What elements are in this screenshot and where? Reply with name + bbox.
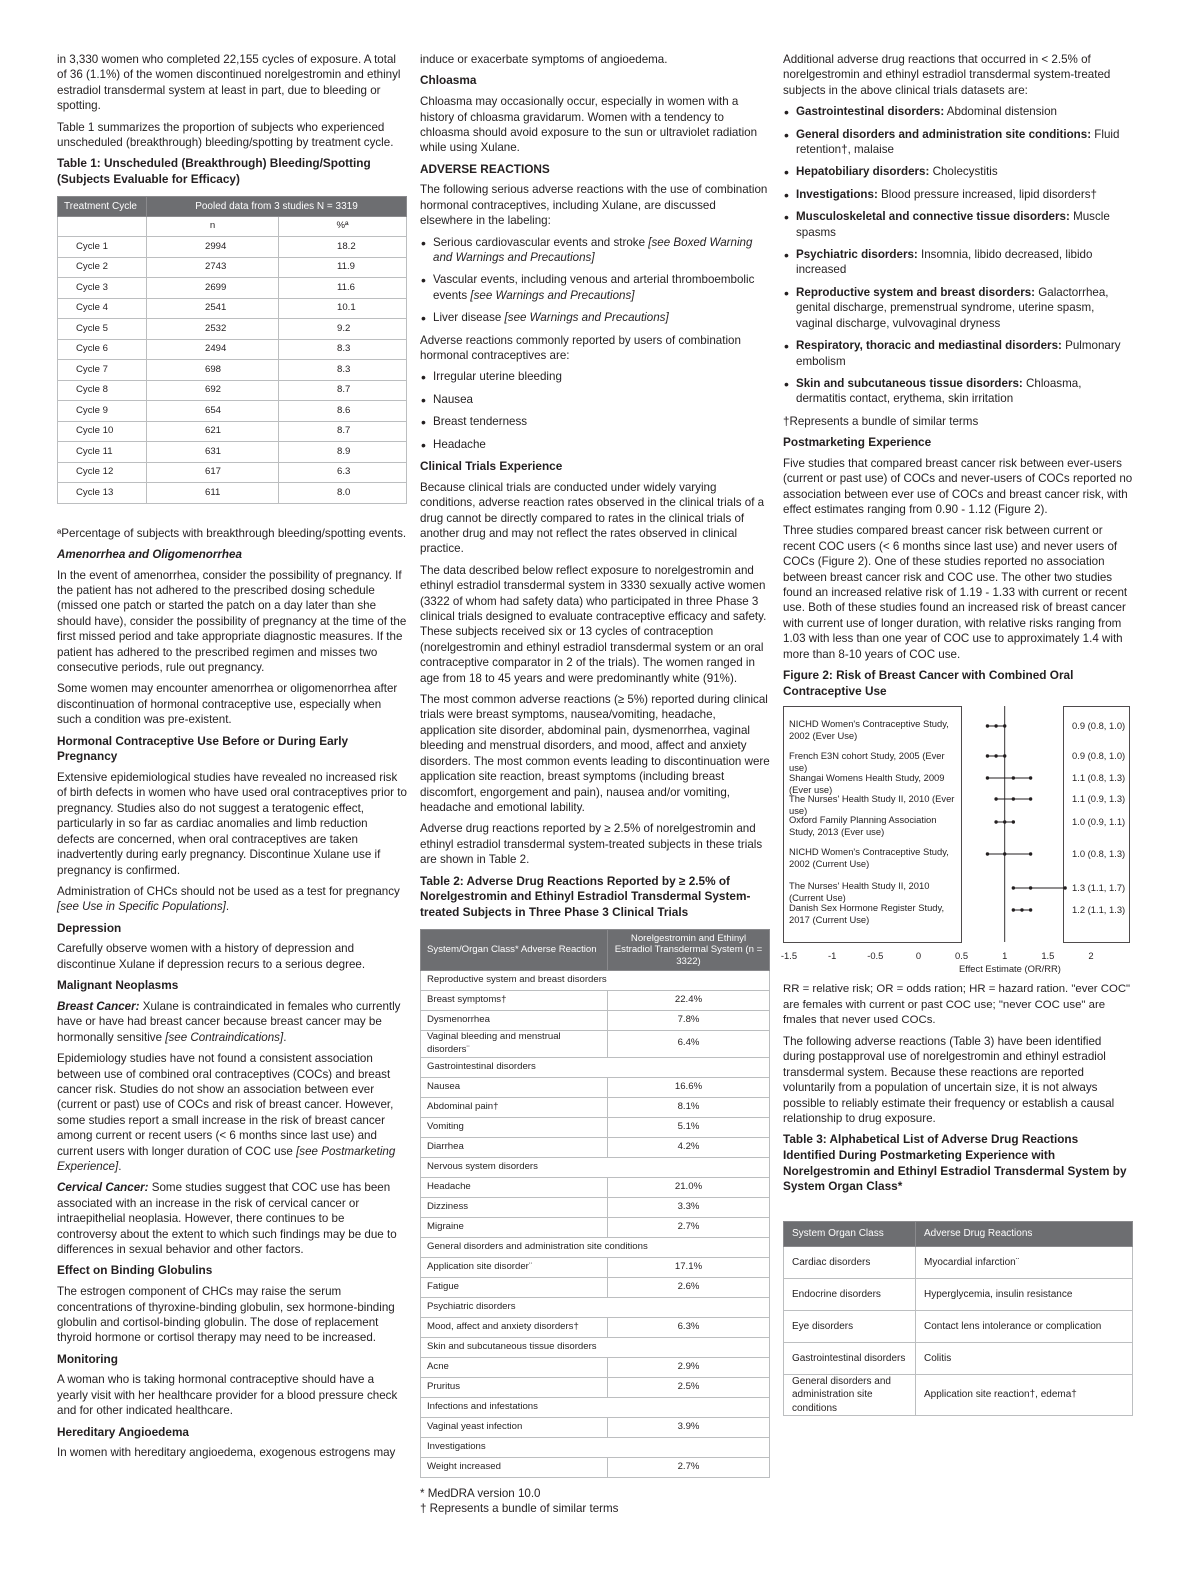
table2-head-soc: System/Organ Class* Adverse Reaction: [421, 929, 608, 971]
n-cell: 2494: [147, 339, 279, 360]
estimate-point: [986, 725, 989, 728]
paragraph: [57, 999, 407, 1045]
item-label: Investigations:: [796, 187, 878, 201]
table1-head-cycle: Treatment Cycle: [58, 196, 147, 216]
table3-row: [784, 1311, 1133, 1343]
study-value: 1.1 (0.9, 1.3): [1072, 793, 1126, 805]
category-cell: General disorders and administration site conditions: [421, 1237, 770, 1257]
estimate-point: [1029, 798, 1032, 801]
paragraph: Three studies compared breast cancer risk between current or recent COC users (< 6 months since last use) and never users of COCs (Figure 2). One of these studies reported no association between breast cancer risk and COC use. The other two studies found an increased relative risk of 1.19 - 1.33 with current or recent use. Both of these studies found an increased risk of breast cancer with current use of longer duration, with relative risks ranging from 1.03 with less than one year of COC use to approximately 1.4 with more than 8-10 years of COC use.: [783, 524, 1128, 661]
table2-row: [421, 1297, 770, 1317]
study-value: 1.0 (0.8, 1.3): [1072, 848, 1126, 860]
table2-row: [421, 1237, 770, 1257]
table3-row: [784, 1247, 1133, 1279]
estimate-point: [986, 777, 989, 780]
table2-row: [421, 1137, 770, 1157]
text: Some studies suggest that COC use has been associated with an increase in the risk of cervical cancer or intraepithelial neoplasia. However, there continues to be controversy about the extent to which such findings may be due to differences in sexual behavior and other factors.: [57, 1181, 397, 1256]
list-item: [783, 209, 1133, 240]
list-item: [783, 338, 1133, 369]
text: .: [283, 1030, 287, 1044]
paragraph: induce or exacerbate symptoms of angioedema.: [420, 53, 668, 66]
text: Epidemiology studies have not found a consistent association between use of combined oral contraceptives (COCs) and breast cancer risk. Studies do not show an association between ever (current or past) use of COCs and risk of breast cancer. However, some studies report a small increase in the risk of breast cancer among current or recent users (< 6 months since last use) and current users with longer duration of COC use: [57, 1052, 394, 1158]
table1-row: [58, 319, 407, 340]
table2-row: [421, 1157, 770, 1177]
n-cell: 2743: [147, 257, 279, 278]
study-label: NICHD Women's Contraceptive Study, 2002 (Ever Use): [789, 718, 949, 741]
pct-cell: 8.3: [279, 360, 407, 381]
table2-row: [421, 1397, 770, 1417]
table2-row: [421, 1437, 770, 1457]
estimate-point: [1012, 821, 1015, 824]
table2-row: [421, 1377, 770, 1397]
inline-heading: Cervical Cancer:: [57, 1181, 149, 1195]
n-cell: 2532: [147, 319, 279, 340]
table2: [420, 929, 770, 1478]
table2-row: [421, 1057, 770, 1077]
item-label: Hepatobiliary disorders:: [796, 165, 930, 179]
list-item: • Nausea: [420, 392, 770, 407]
list-item: [783, 247, 1133, 278]
text: Liver disease: [433, 311, 505, 325]
reaction-cell: Dysmenorrhea: [421, 1011, 608, 1031]
reaction-cell: Mood, affect and anxiety disorders†: [421, 1317, 608, 1337]
table2-row: [421, 1337, 770, 1357]
text: .: [225, 900, 230, 914]
pct-cell: 8.0: [279, 483, 407, 504]
additional-reactions-list: [783, 104, 1133, 407]
common-reactions-list: [420, 369, 770, 452]
category-cell: Skin and subcutaneous tissue disorders: [421, 1337, 770, 1357]
heading-monitoring: Monitoring: [57, 1351, 118, 1366]
list-item: [783, 104, 1133, 119]
cycle-cell: Cycle 1: [58, 237, 147, 258]
value-cell: 3.9%: [608, 1417, 770, 1437]
table2-row: [421, 1177, 770, 1197]
pct-cell: 8.7: [279, 421, 407, 442]
pct-cell: 8.7: [279, 380, 407, 401]
value-cell: 22.4%: [608, 991, 770, 1011]
soc-cell: Gastrointestinal disorders: [784, 1343, 916, 1375]
table2-row: [421, 1197, 770, 1217]
category-cell: Gastrointestinal disorders: [421, 1057, 770, 1077]
table1-row: [58, 360, 407, 381]
x-tick-label: -1.5: [780, 950, 798, 962]
table2-row: [421, 1011, 770, 1031]
table3-head-soc: System Organ Class: [784, 1222, 916, 1247]
heading-adverse-reactions: ADVERSE REACTIONS: [420, 161, 550, 176]
value-cell: 5.1%: [608, 1117, 770, 1137]
cross-reference: [see Boxed Warning and Warnings and Precautions]: [433, 235, 753, 265]
heading-amenorrhea: Amenorrhea and Oligomenorrhea: [57, 548, 242, 562]
reaction-cell: Pruritus: [421, 1377, 608, 1397]
value-cell: 6.3%: [608, 1317, 770, 1337]
table1-sub-pct: %ª: [279, 216, 407, 237]
category-cell: Psychiatric disorders: [421, 1297, 770, 1317]
heading-angioedema: Hereditary Angioedema: [57, 1424, 189, 1439]
paragraph: [57, 884, 407, 915]
estimate-point: [1029, 777, 1032, 780]
reaction-cell: Vaginal yeast infection: [421, 1417, 608, 1437]
n-cell: 698: [147, 360, 279, 381]
forest-plot-svg: [780, 704, 1133, 974]
estimate-point: [1029, 909, 1032, 912]
estimate-point: [986, 853, 989, 856]
table2-footnote: † Represents a bundle of similar terms: [420, 1502, 619, 1515]
table2-row: [421, 1117, 770, 1137]
table1-row: [58, 483, 407, 504]
serious-reactions-list: [420, 235, 770, 326]
study-label: Danish Sex Hormone Register Study, 2017 (Current Use): [789, 902, 945, 925]
adr-cell: Contact lens intolerance or complication: [916, 1311, 1133, 1343]
soc-cell: Eye disorders: [784, 1311, 916, 1343]
list-item: [420, 272, 770, 303]
table1-row: [58, 257, 407, 278]
list-item: [783, 127, 1133, 158]
pct-cell: 8.6: [279, 401, 407, 422]
reaction-cell: Abdominal pain†: [421, 1097, 608, 1117]
table2-row: [421, 991, 770, 1011]
soc-cell: General disorders and administration site conditions: [784, 1375, 916, 1416]
cross-reference: [see Postmarketing Experience]: [57, 1144, 396, 1173]
table3-head-adr: Adverse Drug Reactions: [916, 1222, 1133, 1247]
paragraph: The estrogen component of CHCs may raise the serum concentrations of thyroxine-binding globulin, sex hormone-binding globulin and cortisol-binding globulin. The dose of replacement thyroid hormone or cortisol therapy may need to be increased.: [57, 1285, 395, 1345]
cycle-cell: Cycle 12: [58, 462, 147, 483]
value-cell: 3.3%: [608, 1197, 770, 1217]
table1-row: [58, 442, 407, 463]
value-cell: 2.7%: [608, 1217, 770, 1237]
table2-row: [421, 1417, 770, 1437]
item-label: Musculoskeletal and connective tissue disorders:: [796, 210, 1070, 224]
inline-heading: Breast Cancer:: [57, 999, 140, 1013]
pct-cell: 8.9: [279, 442, 407, 463]
n-cell: 692: [147, 380, 279, 401]
item-text: Chloasma, dermatitis contact, erythema, skin irritation: [796, 376, 1082, 406]
x-tick-label: 2: [1088, 950, 1094, 962]
study-label: The Nurses' Health Study II, 2010 (Current Use): [789, 880, 930, 903]
study-label: The Nurses' Health Study II, 2010 (Ever use): [789, 793, 955, 816]
table1-footnote: ªPercentage of subjects with breakthrough bleeding/spotting events.: [57, 526, 407, 540]
n-cell: 2541: [147, 298, 279, 319]
table2-row: [421, 1097, 770, 1117]
estimate-point: [994, 821, 997, 824]
paragraph: A woman who is taking hormonal contraceptive should have a yearly visit with her healthcare provider for a blood pressure check and for other indicated healthcare.: [57, 1373, 398, 1418]
n-cell: 631: [147, 442, 279, 463]
paragraph: RR = relative risk; OR = odds ration; HR = hazard ration. "ever COC" are females with current or past COC use; "never COC use" are fmales that never used COCs.: [783, 983, 1131, 1026]
estimate-point: [994, 725, 997, 728]
item-text: Pulmonary embolism: [796, 339, 1121, 368]
category-cell: Nervous system disorders: [421, 1157, 770, 1177]
pct-cell: 11.6: [279, 278, 407, 299]
paragraph: Additional adverse drug reactions that occurred in < 2.5% of norelgestromin and ethinyl estradiol transdermal system-treated subjects in the above clinical trials datasets are:: [783, 53, 1111, 97]
table2-footnote: * MedDRA version 10.0: [420, 1486, 541, 1500]
reaction-cell: Application site disorder¨: [421, 1257, 608, 1277]
table2-body: [421, 971, 770, 1478]
text: Vascular events, including venous and arterial thromboembolic events: [433, 273, 755, 302]
table3-row: [784, 1375, 1133, 1416]
paragraph: The following serious adverse reactions with the use of combination hormonal contraceptives, including Xulane, are discussed elsewhere in the labeling:: [420, 183, 768, 228]
table2-row: [421, 971, 770, 991]
item-text: Muscle spasms: [796, 210, 1110, 239]
adr-cell: Hyperglycemia, insulin resistance: [916, 1279, 1133, 1311]
item-label: Reproductive system and breast disorders:: [796, 285, 1036, 299]
estimate-point: [1012, 909, 1015, 912]
reaction-cell: Headache: [421, 1177, 608, 1197]
reaction-cell: Acne: [421, 1357, 608, 1377]
paragraph: Five studies that compared breast cancer risk between ever-users (current or past use) of COCs and never-users of COCs reported no association between ever use of COCs and breast cancer risk, with effect estimates ranging from 0.90 - 1.12 (Figure 2).: [783, 456, 1133, 517]
paragraph: The following adverse reactions (Table 3) have been identified during postapproval use of norelgestromin and ethinyl estradiol transdermal system. Because these reactions are reported voluntarily from a population of uncertain size, it is not always possible to reliably estimate their frequency or establish a causal relationship to drug exposure.: [783, 1034, 1115, 1125]
cycle-cell: Cycle 8: [58, 380, 147, 401]
estimate-point: [994, 755, 997, 758]
heading-depression: Depression: [57, 920, 122, 935]
heading-clinical-trials: Clinical Trials Experience: [420, 459, 563, 474]
x-tick-label: 0.5: [955, 950, 969, 962]
item-label: Gastrointestinal disorders:: [796, 105, 945, 119]
value-cell: 2.6%: [608, 1277, 770, 1297]
cycle-cell: Cycle 3: [58, 278, 147, 299]
paragraph: Table 1 summarizes the proportion of subjects who experienced unscheduled (breakthrough) bleeding/spotting by treatment cycle.: [57, 120, 394, 150]
cross-reference: [see Use in Specific Populations]: [57, 900, 226, 914]
soc-cell: Cardiac disorders: [784, 1247, 916, 1279]
study-label: French E3N cohort Study, 2005 (Ever use): [789, 750, 945, 773]
column-1: [57, 52, 407, 1467]
list-item: [420, 310, 770, 325]
heading-binding: Effect on Binding Globulins: [57, 1263, 213, 1278]
cycle-cell: Cycle 6: [58, 339, 147, 360]
estimate-point: [1012, 798, 1015, 801]
value-cell: 21.0%: [608, 1177, 770, 1197]
paragraph: The data described below reflect exposure to norelgestromin and ethinyl estradiol transdermal system in 3330 sexually active women (3322 of whom had safety data) who participated in three Phase 3 clinical trials designed to evaluate contraceptive efficacy and safety. These subjects received six or 13 cycles of contraception (norelgestromin and ethinyl estradiol transdermal system or an oral contraceptive comparator in 2 of the trials). The women ranged in age from 18 to 45 years and were predominantly white (91%).: [420, 563, 767, 685]
pct-cell: 9.2: [279, 319, 407, 340]
cycle-cell: Cycle 10: [58, 421, 147, 442]
value-cell: 7.8%: [608, 1011, 770, 1031]
table1-row: [58, 380, 407, 401]
table2-row: [421, 1357, 770, 1377]
list-item: • Irregular uterine bleeding: [420, 369, 770, 384]
study-value: 1.3 (1.1, 1.7): [1072, 882, 1126, 894]
estimate-point: [1012, 777, 1015, 780]
table1: [57, 196, 407, 504]
reaction-cell: Dizziness: [421, 1197, 608, 1217]
table1-body: [58, 216, 407, 503]
paragraph: Adverse drug reactions reported by ≥ 2.5% of norelgestromin and ethinyl estradiol transdermal system-treated subjects in these trials are shown in Table 2.: [420, 822, 763, 867]
pct-cell: 18.2: [279, 237, 407, 258]
footnote: †Represents a bundle of similar terms: [783, 414, 979, 428]
table2-row: [421, 1031, 770, 1058]
estimate-point: [994, 798, 997, 801]
cycle-cell: Cycle 9: [58, 401, 147, 422]
table3-row: [784, 1343, 1133, 1375]
list-item: • Headache: [420, 437, 770, 452]
estimate-point: [1029, 853, 1032, 856]
figure2-title: Figure 2: Risk of Breast Cancer with Combined Oral Contraceptive Use: [783, 668, 1074, 698]
column-3: [780, 52, 1133, 1416]
x-axis-label: Effect Estimate (OR/RR): [959, 963, 1061, 975]
heading-chloasma: Chloasma: [420, 73, 477, 88]
value-cell: 2.7%: [608, 1457, 770, 1477]
list-item: [783, 285, 1133, 331]
x-tick-label: -0.5: [867, 950, 884, 962]
pct-cell: 10.1: [279, 298, 407, 319]
table1-empty-cell: [58, 216, 147, 237]
value-cell: 6.4%: [608, 1031, 770, 1058]
estimate-point: [1029, 887, 1032, 890]
table2-title: Table 2: Adverse Drug Reactions Reported by ≥ 2.5% of Norelgestromin and Ethinyl Estradiol Transdermal System-treated Subjects in Three Phase 3 Clinical Trials: [420, 873, 751, 919]
table2-head-value: Norelgestromin and Ethinyl Estradiol Transdermal System (n = 3322): [608, 929, 770, 971]
cycle-cell: Cycle 7: [58, 360, 147, 381]
reaction-cell: Vaginal bleeding and menstrual disorders¨: [421, 1031, 608, 1058]
paragraph: Adverse reactions commonly reported by users of combination hormonal contraceptives are:: [420, 333, 741, 363]
x-tick-label: -1: [827, 950, 837, 962]
estimate-point: [1020, 909, 1023, 912]
heading-pregnancy: Hormonal Contraceptive Use Before or During Early Pregnancy: [57, 733, 349, 764]
table1-row: [58, 421, 407, 442]
table3-title: Table 3: Alphabetical List of Adverse Drug Reactions Identified During Postmarketing Experience with Norelgestromin and Ethinyl Estradiol Transdermal System by System Organ Class*: [783, 1132, 1127, 1194]
cycle-cell: Cycle 2: [58, 257, 147, 278]
table2-row: [421, 1257, 770, 1277]
paragraph: In women with hereditary angioedema, exogenous estrogens may: [57, 1446, 396, 1460]
table1-row: [58, 339, 407, 360]
item-label: Respiratory, thoracic and mediastinal disorders:: [796, 339, 1062, 353]
estimate-point: [1012, 887, 1015, 890]
adr-cell: Myocardial infarction¨: [916, 1247, 1133, 1279]
paragraph: [57, 1180, 407, 1257]
text: Serious cardiovascular events and stroke: [433, 235, 649, 249]
item-text: Fluid retention†, malaise: [796, 127, 1120, 157]
table3-row: [784, 1279, 1133, 1311]
cycle-cell: Cycle 13: [58, 483, 147, 504]
item-label: General disorders and administration site conditions:: [796, 127, 1092, 141]
value-cell: 17.1%: [608, 1257, 770, 1277]
paragraph: in 3,330 women who completed 22,155 cycles of exposure. A total of 36 (1.1%) of the women discontinued norelgestromin and ethinyl estradiol transdermal system at least in part, due to bleeding or spotting.: [57, 53, 401, 113]
pct-cell: 11.9: [279, 257, 407, 278]
text: Xulane is contraindicated in females who currently have or have had breast cancer because breast cancer may be hormonally sensitive: [57, 999, 401, 1044]
paragraph: Chloasma may occasionally occur, especially in women with a history of chloasma gravidarum. Women with a tendency to chloasma should avoid exposure to the sun or ultraviolet radiation while using Xulane.: [420, 95, 758, 155]
table2-row: [421, 1277, 770, 1297]
table1-sub-n: n: [147, 216, 279, 237]
study-value: 0.9 (0.8, 1.0): [1072, 720, 1126, 732]
table1-row: [58, 401, 407, 422]
table2-row: [421, 1217, 770, 1237]
table3: [783, 1221, 1133, 1416]
item-text: Galactorrhea, genital discharge, premenstrual syndrome, uterine spasm, vaginal discharge, vulvovaginal dryness: [796, 285, 1109, 330]
n-cell: 654: [147, 401, 279, 422]
category-cell: Investigations: [421, 1437, 770, 1457]
item-text: Insomnia, libido decreased, libido increased: [796, 248, 1093, 277]
item-label: Skin and subcutaneous tissue disorders:: [796, 376, 1023, 390]
adr-cell: Application site reaction†, edema†: [916, 1375, 1133, 1416]
paragraph: Extensive epidemiological studies have revealed no increased risk of birth defects in women who have used oral contraceptives prior to pregnancy. Studies also do not suggest a teratogenic effect, particularly in so far as cardiac anomalies and limb reduction defects are concerned, when oral contraceptives are taken inadvertently during early pregnancy. Discontinue Xulane use if pregnancy is confirmed.: [57, 771, 407, 877]
list-item: [783, 376, 1133, 407]
study-value: 1.1 (0.8, 1.3): [1072, 772, 1126, 784]
value-cell: 2.5%: [608, 1377, 770, 1397]
table2-row: [421, 1077, 770, 1097]
heading-postmarketing: Postmarketing Experience: [783, 435, 932, 450]
forest-plot: [780, 704, 1133, 975]
table1-row: [58, 298, 407, 319]
reaction-cell: Diarrhea: [421, 1137, 608, 1157]
text: Administration of CHCs should not be used as a test for pregnancy: [57, 884, 400, 898]
column-2: [420, 52, 770, 1522]
value-cell: 4.2%: [608, 1137, 770, 1157]
reaction-cell: Nausea: [421, 1077, 608, 1097]
n-cell: 2994: [147, 237, 279, 258]
table1-row: [58, 237, 407, 258]
cross-reference: [see Contraindications]: [165, 1030, 284, 1044]
item-text: Blood pressure increased, lipid disorders†: [877, 187, 1097, 201]
item-text: Abdominal distension: [944, 105, 1057, 119]
list-item: [783, 164, 1133, 179]
cycle-cell: Cycle 4: [58, 298, 147, 319]
value-cell: 2.9%: [608, 1357, 770, 1377]
heading-malignant: Malignant Neoplasms: [57, 978, 179, 993]
paragraph: [57, 1051, 407, 1174]
value-cell: 8.1%: [608, 1097, 770, 1117]
estimate-point: [986, 755, 989, 758]
table1-head-pooled: Pooled data from 3 studies N = 3319: [147, 196, 407, 216]
study-value: 1.2 (1.1, 1.3): [1072, 904, 1126, 916]
estimate-point: [1063, 887, 1066, 890]
paragraph: The most common adverse reactions (≥ 5%) reported during clinical trials were breast symptoms, nausea/vomiting, headache, application site disorder, abdominal pain, dysmenorrhea, vaginal bleeding and menstrual disorders, and mood, affect and anxiety disorders. The most common events leading to discontinuation were application site reaction, breast symptoms (including breast discomfort, engorgement and pain), nausea and/or vomiting, headache and emotional lability.: [420, 693, 770, 814]
x-tick-label: 1: [1002, 950, 1008, 962]
adr-cell: Colitis: [916, 1343, 1133, 1375]
item-text: Cholecystitis: [929, 165, 998, 179]
list-item: [420, 235, 770, 266]
x-tick-label: 0: [915, 950, 922, 962]
pct-cell: 6.3: [279, 462, 407, 483]
study-label: Oxford Family Planning Association Study, 2013 (Ever use): [789, 814, 937, 837]
soc-cell: Endocrine disorders: [784, 1279, 916, 1311]
study-value: 0.9 (0.8, 1.0): [1072, 750, 1126, 762]
reaction-cell: Weight increased: [421, 1457, 608, 1477]
pct-cell: 8.3: [279, 339, 407, 360]
n-cell: 611: [147, 483, 279, 504]
table2-row: [421, 1317, 770, 1337]
category-cell: Reproductive system and breast disorders: [421, 971, 770, 991]
reaction-cell: Migraine: [421, 1217, 608, 1237]
category-cell: Infections and infestations: [421, 1397, 770, 1417]
cross-reference: [see Warnings and Precautions]: [504, 311, 669, 325]
paragraph: Some women may encounter amenorrhea or oligomenorrhea after discontinuation of hormonal contraceptive use, especially when such a condition was pre-existent.: [57, 682, 398, 727]
cross-reference: [see Warnings and Precautions]: [470, 288, 635, 302]
list-item: • Breast tenderness: [420, 414, 770, 429]
n-cell: 617: [147, 462, 279, 483]
list-item: [783, 187, 1133, 202]
cycle-cell: Cycle 5: [58, 319, 147, 340]
study-label: Shangai Womens Health Study, 2009 (Ever use): [789, 772, 945, 795]
value-cell: 16.6%: [608, 1077, 770, 1097]
table1-row: [58, 278, 407, 299]
x-tick-label: 1.5: [1041, 950, 1055, 962]
cycle-cell: Cycle 11: [58, 442, 147, 463]
paragraph: Because clinical trials are conducted under widely varying conditions, adverse reaction rates observed in the clinical trials of a drug cannot be directly compared to rates in the clinical trials of another drug and may not reflect the rates observed in clinical practice.: [420, 480, 765, 556]
study-value: 1.0 (0.9, 1.1): [1072, 816, 1126, 828]
item-label: Psychiatric disorders:: [796, 248, 918, 262]
table2-row: [421, 1457, 770, 1477]
n-cell: 2699: [147, 278, 279, 299]
reaction-cell: Vomiting: [421, 1117, 608, 1137]
n-cell: 621: [147, 421, 279, 442]
table3-body: [784, 1247, 1133, 1416]
table1-row: [58, 462, 407, 483]
text: .: [118, 1159, 122, 1173]
study-label: NICHD Women's Contraceptive Study, 2002 (Current Use): [789, 846, 949, 869]
reaction-cell: Fatigue: [421, 1277, 608, 1297]
paragraph: In the event of amenorrhea, consider the possibility of pregnancy. If the patient has not adhered to the prescribed dosing schedule (missed one patch or started the patch on a day later than she should have), consider the possibility of pregnancy at the time of the first missed period and take appropriate diagnostic measures. If the patient has adhered to the prescribed regimen and misses two consecutive periods, rule out pregnancy.: [57, 568, 407, 675]
table1-title: Table 1: Unscheduled (Breakthrough) Bleeding/Spotting (Subjects Evaluable for Efficacy): [57, 156, 371, 187]
reaction-cell: Breast symptoms†: [421, 991, 608, 1011]
paragraph: Carefully observe women with a history of depression and discontinue Xulane if depression recurs to a serious degree.: [57, 942, 366, 971]
